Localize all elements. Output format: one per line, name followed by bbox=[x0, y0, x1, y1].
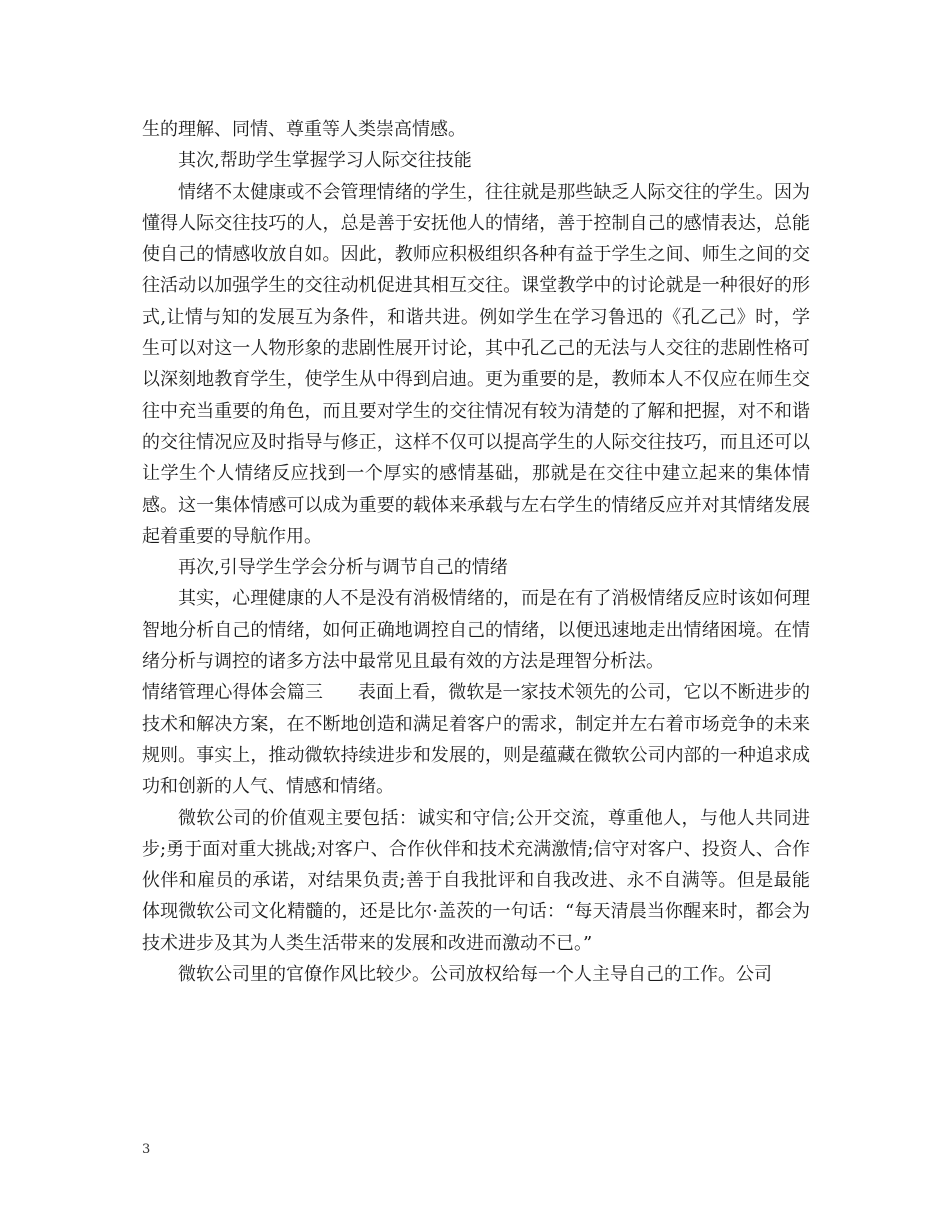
paragraph-article-three bbox=[142, 677, 810, 802]
document-body bbox=[142, 114, 810, 990]
section-heading-emotion-analysis: 再次,引导学生学会分析与调节自己的情绪 bbox=[178, 557, 508, 579]
paragraph-interpersonal-skills: 情绪不太健康或不会管理情绪的学生，往往就是那些缺乏人际交往的学生。因为懂得人际交往技巧的人，总是善于安抚他人的情绪，善于控制自己的感情表达，总能使自己的情感收放自如。因此，教师应积极组织各种有益于学生之间、师生之间的交往活动以加强学生的交往动机促进其相互交往。课堂教学中的讨论就是一种很好的形式,让情与知的发展互为条件，和谐共进。例如学生在学习鲁迅的《孔乙己》时，学生可以对这一人物形象的悲剧性展开讨论，其中孔乙己的无法与人交往的悲剧性格可以深刻地教育学生，使学生从中得到启迪。更为重要的是，教师本人不仅应在师生交往中充当重要的角色，而且要对学生的交往情况有较为清楚的了解和把握，对不和谐的交往情况应及时指导与修正，这样不仅可以提高学生的人际交往技巧，而且还可以让学生个人情绪反应找到一个厚实的感情基础，那就是在交往中建立起来的集体情感。这一集体情感可以成为重要的载体来承载与左右学生的情绪反应并对其情绪发展起着重要的导航作用。 bbox=[142, 181, 810, 547]
paragraph-microsoft-bureaucracy: 微软公司里的官僚作风比较少。公司放权给每一个人主导自己的工作。公司 bbox=[178, 964, 772, 986]
paragraph-microsoft-values: 微软公司的价值观主要包括：诚实和守信;公开交流，尊重他人，与他人共同进步;勇于面对重大挑战;对客户、合作伙伴和技术充满激情;信守对客户、投资人、合作伙伴和雇员的承诺，对结果负责;善于自我批评和自我改进、永不自满等。但是最能体现微软公司文化精髓的，还是比尔·盖茨的一句话：“每天清晨当你醒来时，都会为技术进步及其为人类生活带来的发展和改进而激动不已。” bbox=[142, 807, 810, 954]
paragraph-emotion-analysis: 其实，心理健康的人不是没有消极情绪的，而是在有了消极情绪反应时该如何理智地分析自己的情绪，如何正确地调控自己的情绪，以便迅速地走出情绪困境。在情绪分析与调控的诸多方法中最常见且最有效的方法是理智分析法。 bbox=[142, 588, 810, 673]
heading-gap bbox=[323, 682, 358, 703]
paragraph-1: 生的理解、同情、尊重等人类崇高情感。 bbox=[142, 119, 466, 140]
article-three-text: 表面上看，微软是一家技术领先的公司，它以不断进步的技术和解决方案，在不断地创造和满足着客户的需求，制定并左右着市场竞争的未来规则。事实上，推动微软持续进步和发展的，则是蕴藏在微软公司内部的一种追求成功和创新的人气、情感和情绪。 bbox=[142, 682, 811, 798]
page-number: 3 bbox=[142, 1142, 151, 1157]
article-heading: 情绪管理心得体会篇三 bbox=[142, 682, 323, 704]
section-heading-interpersonal-skills: 其次,帮助学生掌握学习人际交往技能 bbox=[178, 150, 472, 172]
